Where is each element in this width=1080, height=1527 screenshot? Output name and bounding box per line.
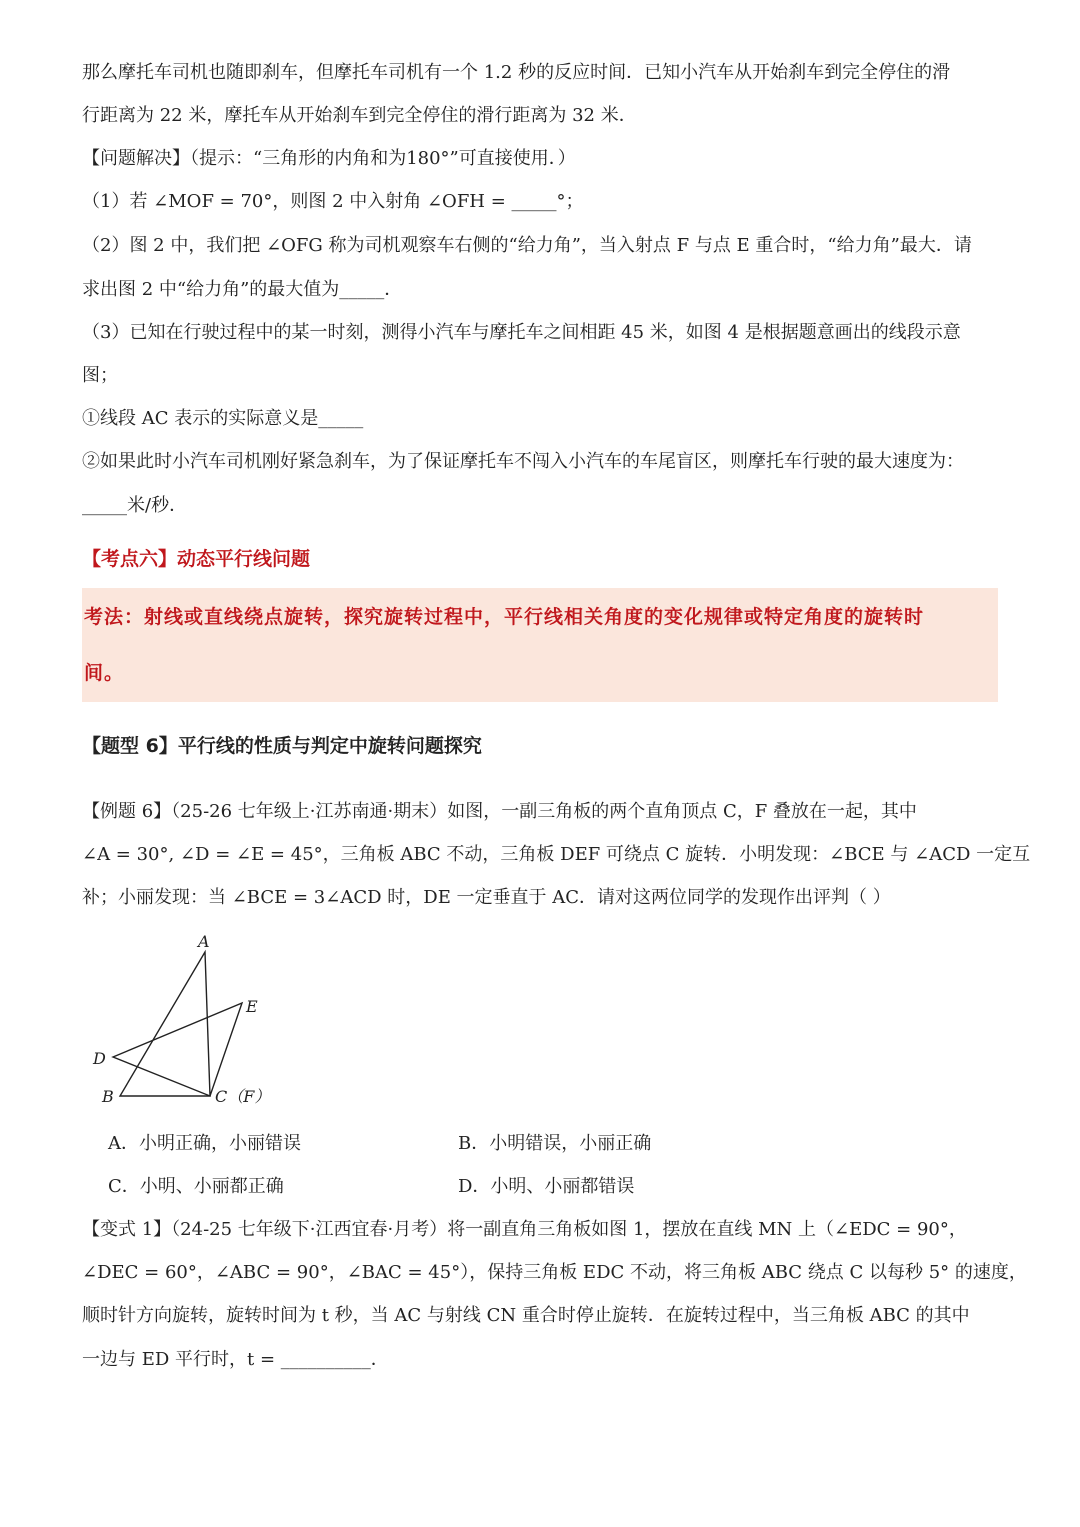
text-line: 求出图 2 中“给力角”的最大值为_____． [82, 279, 403, 300]
option-b[interactable]: B．小明错误，小丽正确 [458, 1133, 652, 1154]
option-c[interactable]: C．小明、小丽都正确 [108, 1176, 284, 1197]
example-line: 补；小丽发现：当 ∠BCE = 3∠ACD 时，DE 一定垂直于 AC．请对这两位同学的发现作出评判（ ） [82, 887, 891, 908]
option-d[interactable]: D．小明、小丽都错误 [458, 1176, 635, 1197]
triangle-figure [80, 920, 300, 1120]
label-cf: C（F） [215, 1087, 271, 1106]
option-a[interactable]: A．小明正确，小丽错误 [108, 1133, 301, 1154]
variant-line: 【变式 1】（24-25 七年级下·江西宜春·月考）将一副直角三角板如图 1，摆放在直线 MN 上（∠EDC = 90°， [82, 1219, 967, 1240]
question-3: （3）已知在行驶过程中的某一时刻，测得小汽车与摩托车之间相距 45 米，如图 4 是根据题意画出的线段示意 [82, 322, 961, 343]
type-title: 【题型 6】平行线的性质与判定中旋转问题探究 [82, 735, 482, 757]
method-banner [82, 588, 998, 702]
text-line: 行距离为 22 米，摩托车从开始刹车到完全停住的滑行距离为 32 米． [82, 105, 637, 126]
variant-line: ∠DEC = 60°，∠ABC = 90°，∠BAC = 45°），保持三角板 EDC 不动，将三角板 ABC 绕点 C 以每秒 5° 的速度， [82, 1262, 1027, 1283]
method-line: 间。 [84, 662, 125, 684]
text-line: 图； [82, 365, 118, 386]
sub-question-2: ②如果此时小汽车司机刚好紧急刹车，为了保证摩托车不闯入小汽车的车尾盲区，则摩托车行驶的最大速度为： [82, 451, 964, 472]
variant-line: 顺时针方向旋转，旋转时间为 t 秒，当 AC 与射线 CN 重合时停止旋转．在旋转过程中，当三角板 ABC 的其中 [82, 1305, 970, 1326]
method-line: 考法：射线或直线绕点旋转，探究旋转过程中，平行线相关角度的变化规律或特定角度的旋转时 [84, 606, 925, 628]
label-b: B [102, 1087, 114, 1106]
label-a: A [198, 932, 210, 951]
sub-question-1: ①线段 AC 表示的实际意义是_____ [82, 408, 364, 429]
question-1: （1）若 ∠MOF = 70°，则图 2 中入射角 ∠OFH = _____°； [82, 191, 584, 212]
text-line: 那么摩托车司机也随即刹车，但摩托车司机有一个 1.2 秒的反应时间．已知小汽车从开始刹车到完全停住的滑 [82, 62, 951, 83]
example-line: ∠A = 30°, ∠D = ∠E = 45°，三角板 ABC 不动，三角板 DEF 可绕点 C 旋转．小明发现：∠BCE 与 ∠ACD 一定互 [82, 844, 1031, 865]
triangle-abc [120, 952, 210, 1096]
problem-solving-heading: 【问题解决】（提示：“三角形的内角和为180°”可直接使用．） [82, 148, 576, 169]
triangle-def [113, 1003, 242, 1096]
section-title: 【考点六】动态平行线问题 [82, 548, 311, 570]
label-e: E [246, 997, 258, 1016]
variant-line: 一边与 ED 平行时，t = __________． [82, 1349, 389, 1370]
question-2: （2）图 2 中，我们把 ∠OFG 称为司机观察车右侧的“给力角”，当入射点 F 与点 E 重合时，“给力角”最大．请 [82, 235, 972, 256]
label-d: D [93, 1049, 106, 1068]
text-line: _____米/秒． [82, 495, 188, 516]
example-line: 【例题 6】（25-26 七年级上·江苏南通·期末）如图，一副三角板的两个直角顶点 C，F 叠放在一起，其中 [82, 801, 917, 822]
